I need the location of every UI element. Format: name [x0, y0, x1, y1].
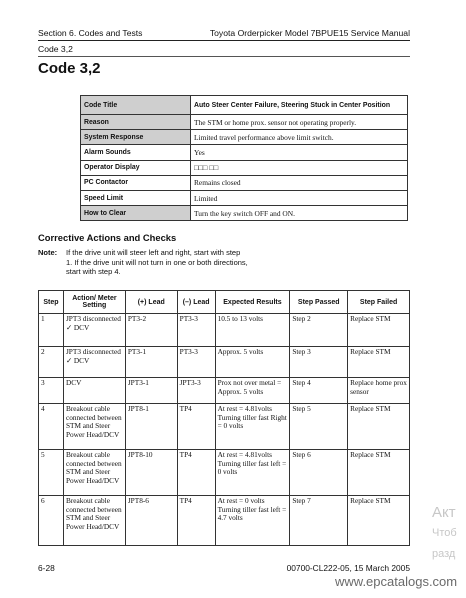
action-cell: JPT3 disconnected ✓ DCV	[63, 314, 125, 347]
info-value: Limited	[191, 190, 408, 205]
col-header: (+) Lead	[125, 291, 177, 314]
minus-lead-cell: TP4	[177, 404, 215, 450]
minus-lead-cell: TP4	[177, 450, 215, 496]
expected-cell: At rest = 4.81volts Turning tiller fast Right = 0 volts	[215, 404, 290, 450]
minus-lead-cell: JPT3-3	[177, 378, 215, 404]
info-label: How to Clear	[81, 206, 191, 221]
table-row	[39, 378, 410, 404]
step-number: 4	[39, 404, 64, 450]
step-number: 6	[39, 496, 64, 546]
manual-title: Toyota Orderpicker Model 7BPUE15 Service Manual	[209, 28, 410, 38]
page-number: 6-28	[38, 563, 55, 573]
breadcrumb: Code 3,2	[38, 44, 73, 54]
info-row	[81, 96, 408, 115]
table-row	[39, 496, 410, 546]
col-header: Action/ Meter Setting	[63, 291, 125, 314]
info-row	[81, 130, 408, 145]
action-cell: Breakout cable connected between STM and Steer Power Head/DCV	[63, 450, 125, 496]
expected-cell: 10.5 to 13 volts	[215, 314, 290, 347]
passed-cell: Step 7	[290, 496, 348, 546]
info-value: Remains closed	[191, 175, 408, 190]
corrective-heading: Corrective Actions and Checks	[38, 232, 177, 243]
failed-cell: Replace STM	[348, 347, 410, 378]
table-row	[39, 347, 410, 378]
overlay-text: разд	[432, 548, 456, 560]
note-text: If the drive unit will steer left and right, start with step 1. If the drive unit will not turn in one or both directions, start with step 4.	[66, 248, 248, 277]
info-row	[81, 190, 408, 205]
col-header: Step Passed	[290, 291, 348, 314]
passed-cell: Step 2	[290, 314, 348, 347]
info-value: Turn the key switch OFF and ON.	[191, 206, 408, 221]
info-value: Auto Steer Center Failure, Steering Stuck in Center Position	[191, 96, 408, 115]
failed-cell: Replace STM	[348, 496, 410, 546]
document-number: 00700-CL222-05, 15 March 2005	[286, 563, 410, 573]
code-info-table	[80, 95, 408, 221]
expected-cell: Prox not over metal = Approx. 5 volts	[215, 378, 290, 404]
info-label: Reason	[81, 115, 191, 130]
steps-header-row	[39, 291, 410, 314]
col-header: Step Failed	[348, 291, 410, 314]
info-row	[81, 145, 408, 160]
minus-lead-cell: PT3-3	[177, 347, 215, 378]
table-row	[39, 404, 410, 450]
plus-lead-cell: JPT8-6	[125, 496, 177, 546]
info-row	[81, 206, 408, 221]
table-row	[39, 314, 410, 347]
action-cell: JPT3 disconnected ✓ DCV	[63, 347, 125, 378]
info-value: The STM or home prox. sensor not operating properly.	[191, 115, 408, 130]
passed-cell: Step 5	[290, 404, 348, 450]
failed-cell: Replace STM	[348, 314, 410, 347]
plus-lead-cell: PT3-1	[125, 347, 177, 378]
info-value: □□□ □□	[191, 160, 408, 175]
failed-cell: Replace home prox sensor	[348, 378, 410, 404]
info-label: PC Contactor	[81, 175, 191, 190]
table-row	[39, 450, 410, 496]
passed-cell: Step 3	[290, 347, 348, 378]
header-rule	[38, 40, 410, 41]
failed-cell: Replace STM	[348, 450, 410, 496]
minus-lead-cell: PT3-3	[177, 314, 215, 347]
col-header: (–) Lead	[177, 291, 215, 314]
section-label: Section 6. Codes and Tests	[38, 28, 143, 38]
page-header	[38, 28, 410, 38]
page-title: Code 3,2	[38, 60, 101, 77]
minus-lead-cell: TP4	[177, 496, 215, 546]
plus-lead-cell: JPT3-1	[125, 378, 177, 404]
plus-lead-cell: PT3-2	[125, 314, 177, 347]
expected-cell: At rest = 4.81volts Turning tiller fast left = 0 volts	[215, 450, 290, 496]
passed-cell: Step 6	[290, 450, 348, 496]
overlay-text: Чтоб	[432, 527, 457, 539]
action-cell: Breakout cable connected between STM and Steer Power Head/DCV	[63, 404, 125, 450]
breadcrumb-rule	[38, 56, 410, 57]
page-footer	[38, 563, 410, 573]
expected-cell: Approx. 5 volts	[215, 347, 290, 378]
info-row	[81, 175, 408, 190]
col-header: Expected Results	[215, 291, 290, 314]
action-cell: Breakout cable connected between STM and Steer Power Head/DCV	[63, 496, 125, 546]
step-number: 3	[39, 378, 64, 404]
info-label: System Response	[81, 130, 191, 145]
info-row	[81, 160, 408, 175]
overlay-text: Акт	[432, 504, 456, 521]
expected-cell: At rest = 0 volts Turning tiller fast left = 4.7 volts	[215, 496, 290, 546]
info-value: Yes	[191, 145, 408, 160]
step-number: 5	[39, 450, 64, 496]
plus-lead-cell: JPT8-10	[125, 450, 177, 496]
info-value: Limited travel performance above limit switch.	[191, 130, 408, 145]
watermark-link[interactable]: www.epcatalogs.com	[335, 574, 458, 589]
info-row	[81, 115, 408, 130]
passed-cell: Step 4	[290, 378, 348, 404]
col-header: Step	[39, 291, 64, 314]
info-label: Speed Limit	[81, 190, 191, 205]
info-label: Operator Display	[81, 160, 191, 175]
plus-lead-cell: JPT8-1	[125, 404, 177, 450]
info-label: Code Title	[81, 96, 191, 115]
note-block	[38, 248, 248, 277]
steps-table	[38, 290, 410, 546]
info-label: Alarm Sounds	[81, 145, 191, 160]
note-label: Note:	[38, 248, 58, 257]
action-cell: DCV	[63, 378, 125, 404]
step-number: 1	[39, 314, 64, 347]
failed-cell: Replace STM	[348, 404, 410, 450]
step-number: 2	[39, 347, 64, 378]
